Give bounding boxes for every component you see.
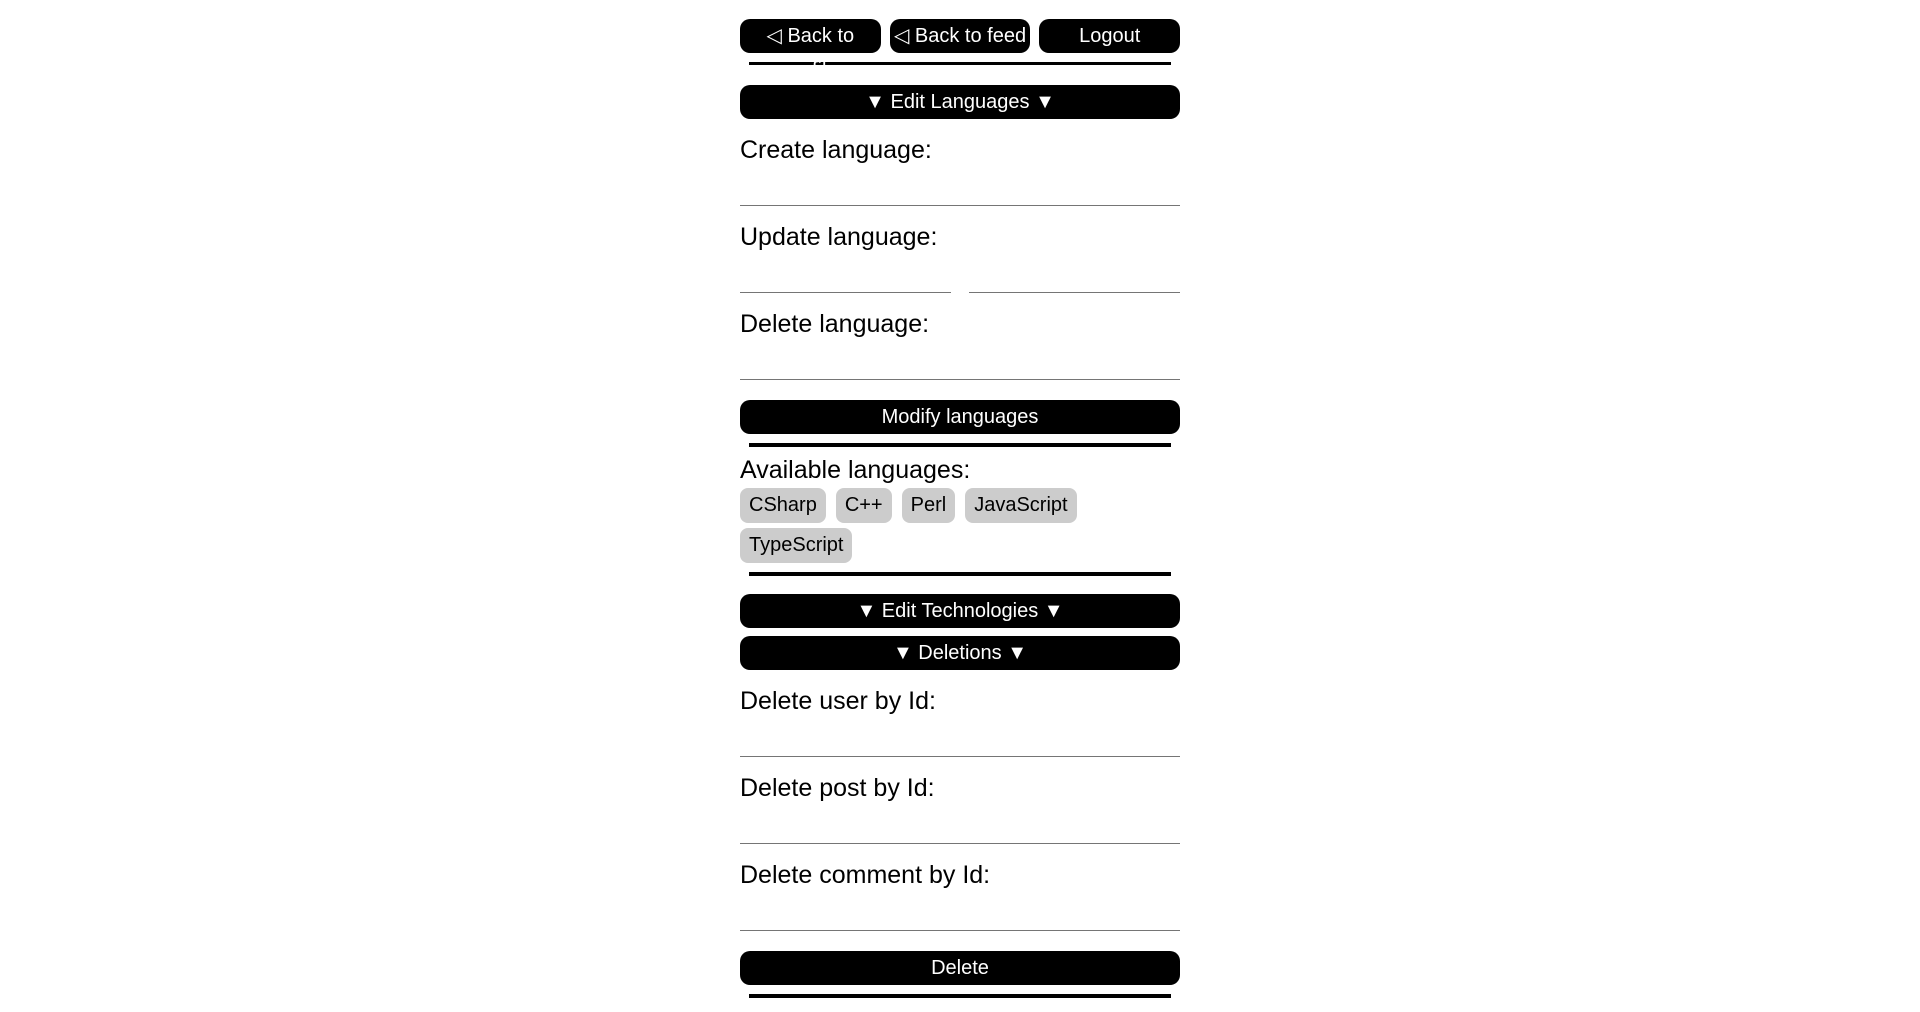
back-to-profile-button[interactable] [740,19,881,81]
language-tag: CSharp [740,488,826,523]
edit-technologies-toggle-label: Edit Technologies [881,600,1039,622]
deletions-toggle-label: Deletions [918,642,1002,664]
delete-language-label: Delete language: [740,310,930,338]
delete-comment-input[interactable] [740,901,1180,931]
edit-languages-toggle[interactable] [740,85,1180,119]
modify-languages-label: Modify languages [881,406,1039,428]
delete-language-group [740,309,1180,380]
delete-comment-label: Delete comment by Id: [740,861,991,889]
update-language-first-input[interactable] [740,263,951,293]
delete-button-label: Delete [931,957,989,979]
edit-technologies-toggle[interactable] [740,594,1180,628]
update-language-label: Update language: [740,223,938,251]
create-language-group [740,135,1180,206]
delete-post-input[interactable] [740,814,1180,844]
available-languages-label: Available languages: [740,456,971,484]
chevron-down-icon: ▼ [1007,642,1028,664]
language-tag: Perl [902,488,956,523]
logout-label: Logout [1079,25,1141,47]
update-language-inputs [740,263,1180,293]
section-divider [749,572,1171,576]
delete-user-group [740,686,1180,757]
back-to-profile-label: Back to profile [783,25,855,81]
delete-language-input[interactable] [740,350,1180,380]
logout-button[interactable] [1039,19,1180,53]
update-language-group [740,222,1180,293]
top-navigation-bar [740,19,1180,81]
language-tag: TypeScript [740,528,852,563]
edit-languages-toggle-label: Edit Languages [890,91,1030,113]
delete-user-input[interactable] [740,727,1180,757]
section-divider [749,443,1171,447]
delete-button[interactable] [740,951,1180,985]
delete-post-group [740,773,1180,844]
chevron-down-icon: ▼ [1043,600,1064,622]
update-language-second-input[interactable] [969,263,1180,293]
delete-post-label: Delete post by Id: [740,774,935,802]
back-to-feed-button[interactable] [890,19,1031,53]
modify-languages-button[interactable] [740,400,1180,434]
create-language-input[interactable] [740,176,1180,206]
delete-user-label: Delete user by Id: [740,687,936,715]
back-arrow-icon: ◁ [893,25,910,47]
chevron-down-icon: ▼ [892,642,913,664]
chevron-down-icon: ▼ [1035,91,1055,113]
back-to-feed-label: Back to feed [914,25,1027,47]
section-divider [749,994,1171,998]
language-tag: JavaScript [965,488,1076,523]
chevron-down-icon: ▼ [856,600,877,622]
create-language-label: Create language: [740,136,932,164]
back-arrow-icon: ◁ [766,25,782,47]
deletions-toggle[interactable] [740,636,1180,670]
language-tag: C++ [836,488,892,523]
available-languages-section [740,455,1180,563]
delete-comment-group [740,860,1180,931]
available-languages-list [740,488,1175,563]
chevron-down-icon: ▼ [865,91,885,113]
admin-panel [740,0,1180,998]
